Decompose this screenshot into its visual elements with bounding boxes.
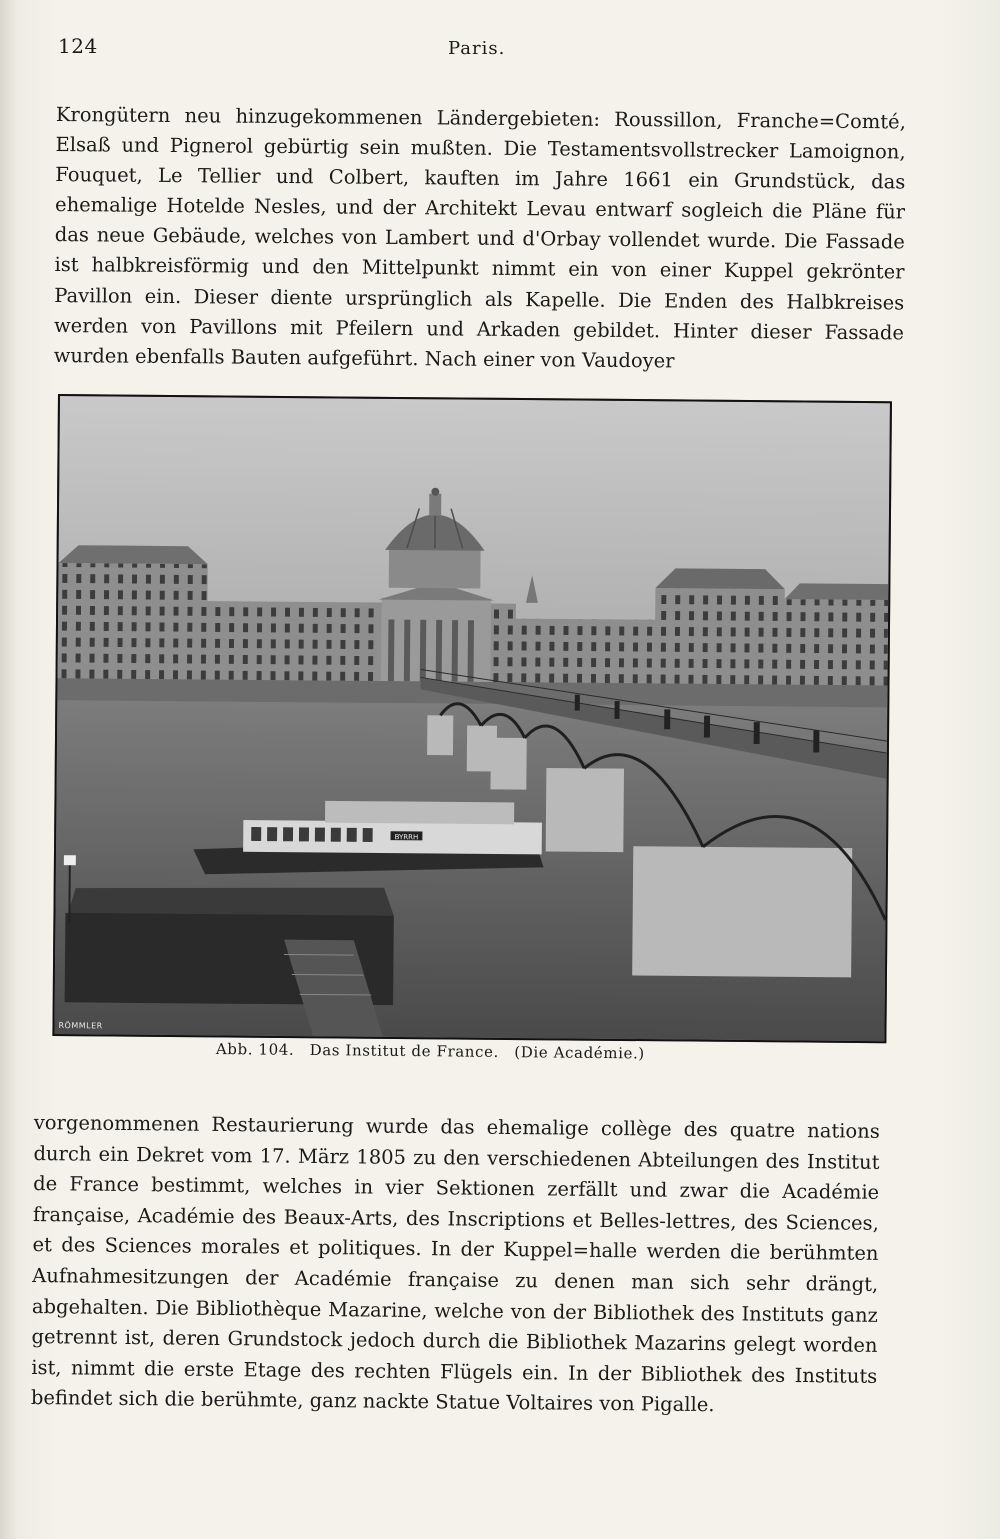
caption-subtitle: (Die Académie.) xyxy=(514,1043,645,1063)
photo-illustration xyxy=(54,396,890,1041)
caption-number: Abb. 104. xyxy=(215,1040,295,1059)
page-number: 124 xyxy=(58,34,98,58)
boat-sign: BYRRH xyxy=(394,833,419,842)
photograph-institut-de-france xyxy=(52,394,892,1043)
caption-title: Das Institut de France. xyxy=(309,1040,500,1061)
figure-caption xyxy=(216,1040,655,1063)
running-title: Paris. xyxy=(448,38,506,59)
paragraph-top: Krongütern neu hinzugekommenen Ländergebieten: Roussillon, Franche=Comté, Elsaß und Pignerol gebürtig sein mußten. Die Testamentsvollstrecker Lamoignon, Fouquet, Le Tellier und Colbert, kauften im Jahre 1661 ein Grundstück, das ehemalige Hotelde Nesles, und der Architekt Levau entwarf sogleich die Pläne für das neue Gebäude, welches von Lambert und d'Orbay vollendet wurde. Die Fassade ist halbkreisförmig und den Mittelpunkt nimmt ein von einer Kuppel gekrönter Pavillon ein. Dieser diente ursprünglich als Kapelle. Die Enden des Halbkreises werden von Pavillons mit Pfeilern und Arkaden gebildet. Hinter dieser Fassade wurden ebenfalls Bauten aufgeführt. Nach einer von Vaudoyer xyxy=(53,102,906,372)
running-head xyxy=(58,34,908,64)
photo-credit: RÖMMLER xyxy=(58,1021,103,1031)
paragraph-bottom: vorgenommenen Restaurierung wurde das ehemalige collège des quatre nations durch ein Dekret vom 17. März 1805 zu den verschiedenen Abteilungen des Institut de France bestimmt, welches in vier Sektionen zerfällt und zwar die Académie française, Académie des Beaux-Arts, des Inscriptions et Belles-lettres, des Sciences, et des Sciences morales et politiques. In der Kuppel=halle werden die berühmten Aufnahmesitzungen der Académie française zu denen man sich sehr drängt, abgehalten. Die Bibliothèque Mazarine, welche von der Bibliothek des Instituts ganz getrennt ist, deren Grundstock jedoch durch die Bibliothek Mazarins gelegt worden ist, nimmt die erste Etage des rechten Flügels ein. In der Bibliothek des Instituts befindet sich die berühmte, ganz nackte Statue Voltaires von Pigalle. xyxy=(30,1110,880,1416)
